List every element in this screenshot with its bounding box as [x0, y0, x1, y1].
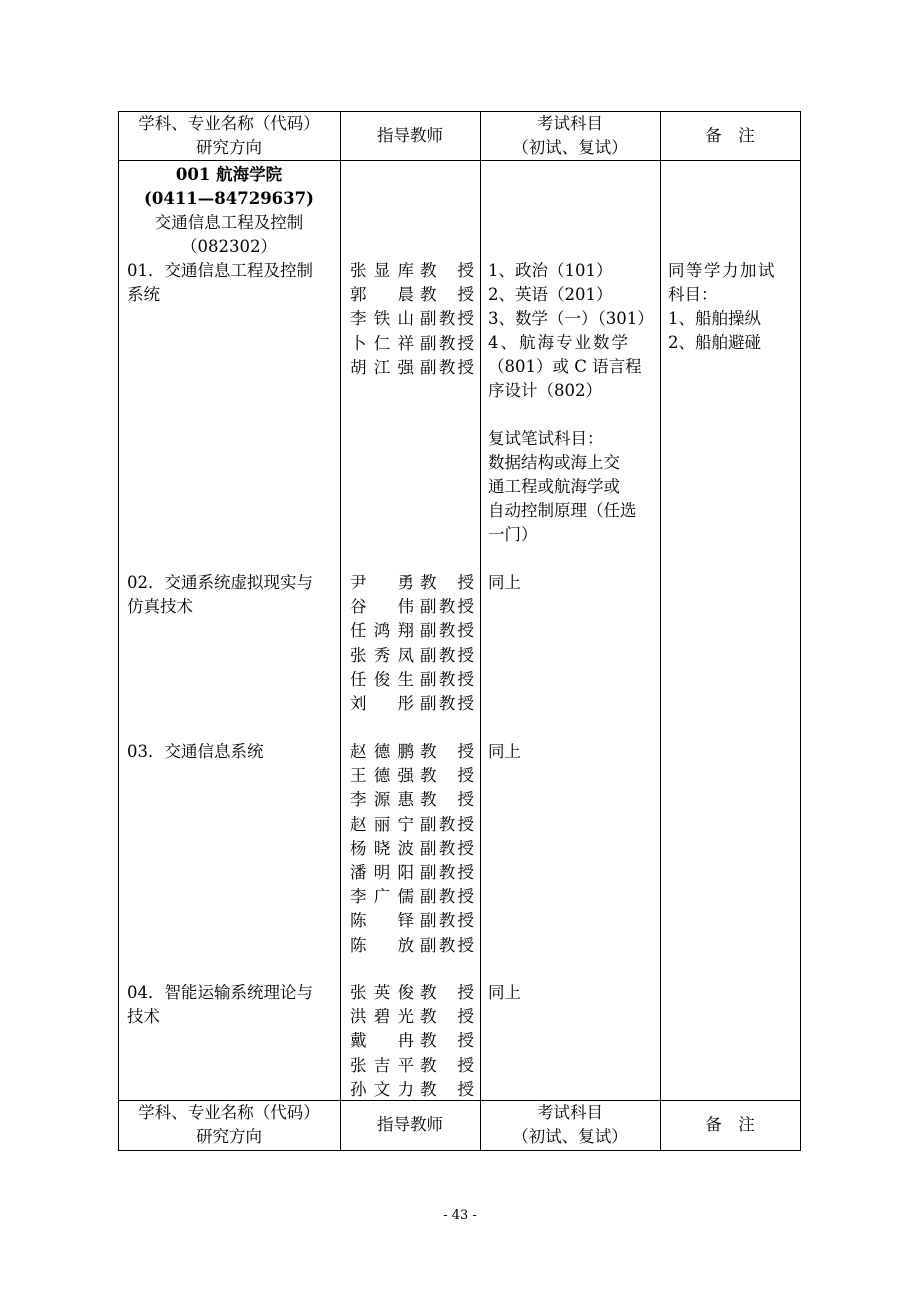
table-border-left	[118, 111, 119, 1151]
direction-title-cont: 仿真技术	[127, 597, 193, 616]
advisor-row: 李广儒 副教授	[350, 887, 474, 907]
exam-item: 3、数学（一）（301）	[488, 309, 654, 328]
exam-item: 4、航海专业数学	[488, 333, 630, 352]
remark-item: 1、船舶操纵	[668, 309, 761, 328]
header-exams-line1: 考试科目	[537, 114, 603, 133]
repeat-header-advisor: 指导教师	[377, 1115, 443, 1134]
direction-title-cont: 技术	[127, 1007, 160, 1026]
direction-title: 04．智能运输系统理论与	[127, 983, 313, 1002]
advisor-list-01	[350, 259, 474, 380]
advisor-row: 戴冉 教授	[350, 1031, 474, 1051]
direction-04	[127, 981, 313, 1029]
advisor-row: 赵丽宁 副教授	[350, 814, 474, 834]
school-phone: (0411—84729637)	[144, 189, 314, 208]
repeat-header-exams	[480, 1101, 660, 1149]
exam-list-04: 同上	[488, 983, 521, 1002]
repeat-header-remarks: 备 注	[705, 1115, 755, 1134]
advisor-row: 洪碧光 教授	[350, 1007, 474, 1027]
header-advisor: 指导教师	[377, 126, 443, 145]
table-border-right	[800, 111, 801, 1151]
direction-title-cont: 系统	[127, 285, 160, 304]
advisor-row: 陈放 副教授	[350, 935, 474, 955]
advisor-row: 赵德鹏 教授	[350, 742, 474, 761]
exam-list-02: 同上	[488, 573, 521, 592]
advisor-row: 任鸿翔 副教授	[350, 621, 474, 641]
exam-item: 1、政治（101）	[488, 261, 613, 280]
header-discipline	[118, 112, 340, 160]
retest-item: 复试笔试科目：	[488, 429, 604, 448]
advisor-row: 郭晨 教授	[350, 285, 474, 305]
remark-item: 2、船舶避碰	[668, 333, 761, 352]
exam-item: 序设计（802）	[488, 381, 602, 400]
header-discipline-line1: 学科、专业名称（代码）	[138, 114, 320, 133]
school-block	[118, 163, 340, 259]
advisor-row: 胡江强 副教授	[350, 357, 474, 377]
admissions-table	[118, 111, 801, 1151]
advisor-row: 李铁山 副教授	[350, 309, 474, 329]
advisor-row: 陈铎 副教授	[350, 911, 474, 931]
advisor-row: 刘彤 副教授	[350, 694, 474, 714]
advisor-list-04	[350, 981, 474, 1102]
advisor-row: 张显库 教授	[350, 261, 474, 280]
major-code: （082302）	[181, 237, 277, 256]
remark-item: 同等学力加试	[668, 261, 776, 280]
advisor-row: 孙文力 教授	[350, 1079, 474, 1099]
remarks-01	[668, 259, 776, 355]
advisor-row: 卜仁祥 副教授	[350, 333, 474, 353]
advisor-list-03	[350, 740, 474, 958]
direction-01	[127, 259, 313, 307]
header-discipline-line2: 研究方向	[196, 138, 262, 157]
advisor-row: 杨晓波 副教授	[350, 838, 474, 858]
table-border-bottom	[118, 1150, 801, 1151]
advisor-row: 张吉平 教授	[350, 1055, 474, 1075]
exam-item: （801）或 C 语言程	[488, 357, 642, 376]
exam-list-03: 同上	[488, 742, 521, 761]
advisor-row: 谷伟 副教授	[350, 597, 474, 617]
direction-02	[127, 571, 313, 619]
exam-list-01	[488, 259, 656, 547]
retest-item: 数据结构或海上交	[488, 453, 620, 472]
header-exams	[480, 112, 660, 160]
advisor-row: 张秀凤 副教授	[350, 645, 474, 665]
column-divider-3	[660, 111, 661, 1151]
repeat-header-discipline-line2: 研究方向	[196, 1127, 262, 1146]
header-exams-line2: （初试、复试）	[512, 138, 628, 157]
repeat-header-exams-line2: （初试、复试）	[512, 1127, 628, 1146]
advisor-row: 潘明阳 副教授	[350, 863, 474, 883]
repeat-header-discipline	[118, 1101, 340, 1149]
repeat-header-discipline-line1: 学科、专业名称（代码）	[138, 1103, 320, 1122]
advisor-row: 尹勇 教授	[350, 573, 474, 592]
retest-item: 通工程或航海学或	[488, 477, 620, 496]
remark-item: 科目：	[668, 285, 718, 304]
header-remarks: 备 注	[705, 126, 755, 145]
repeat-header-exams-line1: 考试科目	[537, 1103, 603, 1122]
direction-03	[127, 740, 264, 764]
direction-title: 01．交通信息工程及控制	[127, 261, 313, 280]
column-divider-2	[480, 111, 481, 1151]
column-divider-1	[340, 111, 341, 1151]
advisor-row: 王德强 教授	[350, 766, 474, 786]
advisor-row: 张英俊 教授	[350, 983, 474, 1002]
page-number: - 43 -	[443, 1208, 477, 1223]
retest-item: 一门）	[488, 525, 538, 544]
direction-title: 03．交通信息系统	[127, 742, 264, 761]
major-name: 交通信息工程及控制	[154, 213, 304, 232]
retest-item: 自动控制原理（任选	[488, 501, 637, 520]
school-name: 001 航海学院	[175, 165, 283, 184]
exam-item: 2、英语（201）	[488, 285, 613, 304]
advisor-row: 李源惠 教授	[350, 790, 474, 810]
header-divider	[118, 160, 801, 161]
advisor-list-02	[350, 571, 474, 716]
direction-title: 02．交通系统虚拟现实与	[127, 573, 313, 592]
advisor-row: 任俊生 副教授	[350, 669, 474, 689]
